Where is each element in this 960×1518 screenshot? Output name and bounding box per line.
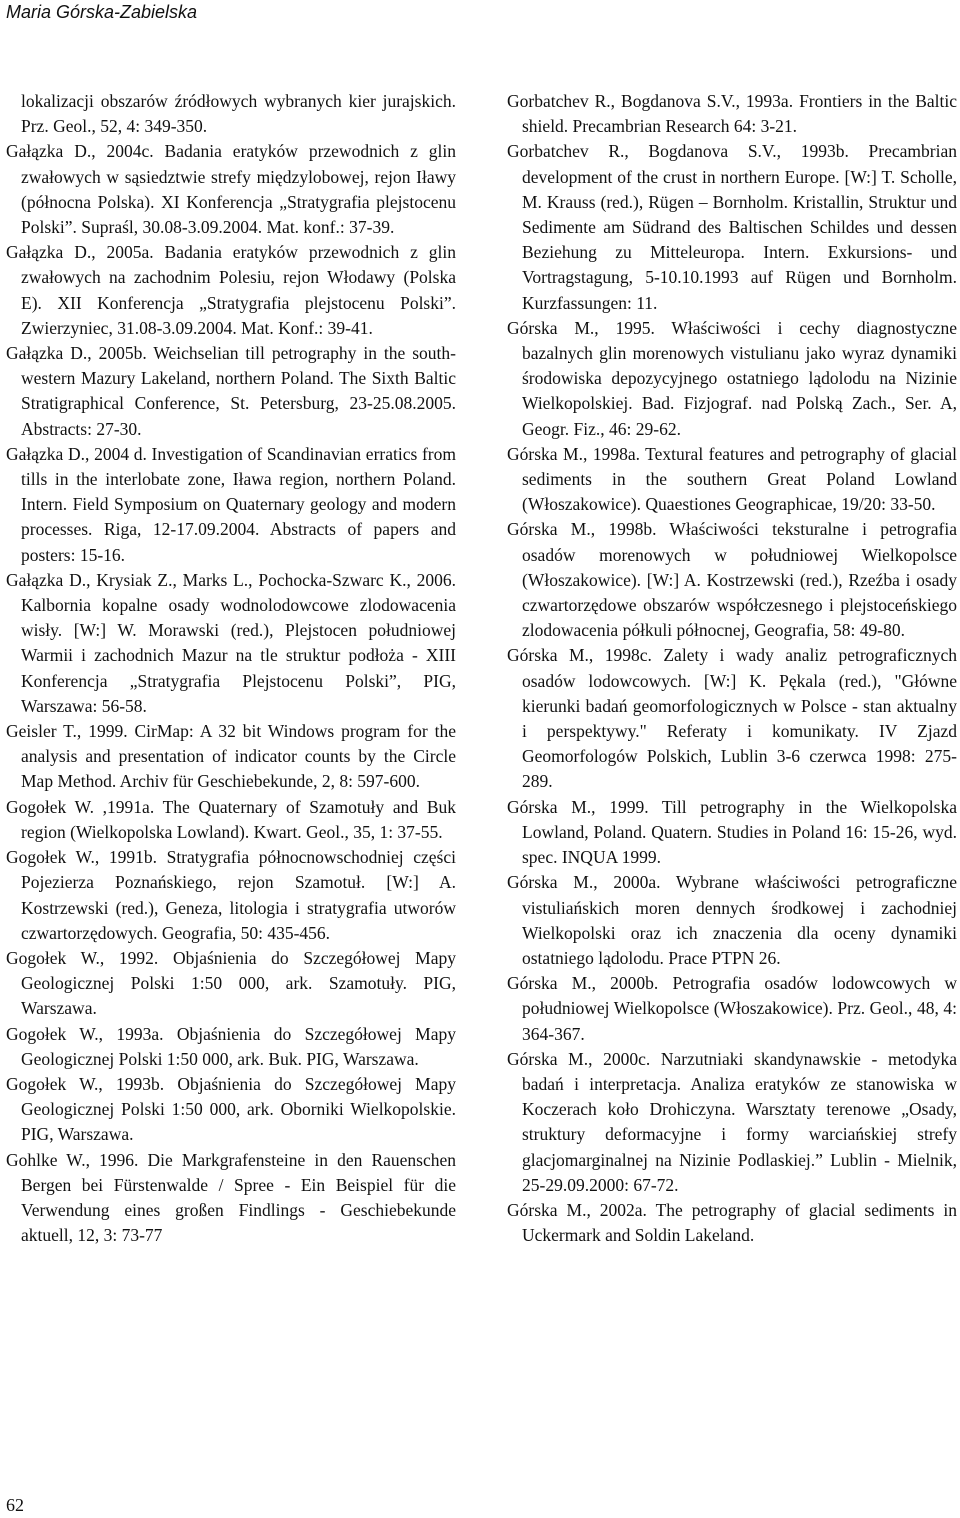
page-number: 62 — [6, 1495, 24, 1515]
reference-entry: Gogołek W., 1991b. Stratygrafia północnowschodniej części Pojezierza Poznańskiego, rejon Szamotuł. [W:] A. Kostrzewski (red.), Geneza, litologia i stratygrafia utworów czwartorzędowych. Geografia, 50: 435-456. — [6, 847, 456, 943]
reference-entry: Gałązka D., 2005a. Badania eratyków przewodnich z glin zwałowych na zachodnim Polesiu, rejon Włodawy (Polska E). XII Konferencja „Stratygrafia plejstocenu Polski”. Zwierzyniec, 31.08-3.09.2004. Mat. Konf.: 39-41. — [6, 242, 456, 338]
reference-entry: Geisler T., 1999. CirMap: A 32 bit Windows program for the analysis and presentation of indicator counts by the Circle Map Method. Archiv für Geschiebekunde, 2, 8: 597-600. — [6, 721, 456, 792]
reference-entry: Górska M., 1998a. Textural features and petrography of glacial sediments in the southern Great Poland Lowland (Włoszakowice). Quaestiones Geographicae, 19/20: 33-50. — [507, 443, 957, 515]
reference-entry: Gogołek W. ,1991a. The Quaternary of Szamotuły and Buk region (Wielkopolska Lowland). Kwart. Geol., 35, 1: 37-55. — [6, 796, 456, 842]
reference-entry: Gorbatchev R., Bogdanova S.V., 1993a. Frontiers in the Baltic shield. Precambrian Research 64: 3-21. — [507, 91, 957, 137]
reference-entry: Gałązka D., Krysiak Z., Marks L., Pochocka-Szwarc K., 2006. Kalbornia kopalne osady wodnolodowcowe zlodowacenia wisły. [W:] W. Morawski (red.), Plejstocen południowej Warmii i zachodnich Mazur na tle struktur podłoża - XIII Konferencja „Stratygrafia Plejstocenu Polski”, PIG, Warszawa: 56-58. — [6, 569, 456, 716]
reference-entry: Górska M., 1998c. Zalety i wady analiz petrograficznych osadów lodowcowych. [W:] K. Pękala (red.), "Główne kierunki badań geomorfologicznych w Polsce - stan aktualny i perspektywy." Referaty i komunikaty. IV Zjazd Geomorfologów Polskich, Lublin 3-6 czerwca 1998: 275-289. — [507, 645, 957, 792]
reference-entry: Górska M., 2000a. Wybrane właściwości petrograficzne vistuliańskich moren dennych środkowej i zachodniej Wielkopolski oraz ich znaczenia dla oceny dynamiki ostatniego lądolodu. Prace PTPN 26. — [507, 872, 957, 968]
references-right-column — [507, 89, 957, 1248]
running-header-author: Maria Górska-Zabielska — [6, 2, 198, 22]
reference-entry: Gałązka D., 2004 d. Investigation of Scandinavian erratics from tills in the interlobate zone, Iława region, northern Poland. Intern. Field Symposium on Quaternary geology and modern processes. Riga, 12-17.09.2004. Abstracts of papers and posters: 15-16. — [6, 443, 456, 565]
reference-entry: Gorbatchev R., Bogdanova S.V., 1993b. Precambrian development of the crust in northern Europe. [W:] T. Scholle, M. Krauss (red.), Rügen – Bornholm. Kristallin, Struktur und Sedimente am Südrand des Baltischen Schildes und dessen Beziehung zu Mitteleuropa. Intern. Exkursions- und Vortragstagung, 5-10.10.1993 auf Rügen und Bornholm. Kurzfassungen: 11. — [507, 141, 957, 313]
reference-entry: Gałązka D., 2004c. Badania eratyków przewodnich z glin zwałowych w sąsiedztwie strefy międzylobowej, rejon Iławy (północna Polska). XI Konferencja „Stratygrafia plejstocenu Polski”. Supraśl, 30.08-3.09.2004. Mat. konf.: 37-39. — [6, 141, 456, 238]
reference-entry: Gałązka D., 2005b. Weichselian till petrography in the south-western Mazury Lakeland, northern Poland. The Sixth Baltic Stratigraphical Conference, St. Petersburg, 23-25.08.2005. Abstracts: 27-30. — [6, 343, 456, 439]
reference-entry: lokalizacji obszarów źródłowych wybranych kier jurajskich. Prz. Geol., 52, 4: 349-350. — [21, 91, 456, 137]
reference-entry: Górska M., 1999. Till petrography in the Wielkopolska Lowland, Poland. Quatern. Studies in Poland 16: 15-26, wyd. spec. INQUA 1999. — [507, 796, 957, 868]
reference-entry: Górska M., 1998b. Właściwości teksturalne i petrografia osadów morenowych w południowej Wielkopolsce (Włoszakowice). [W:] A. Kostrzewski (red.), Rzeźba i osady czwartorzędowe obszarów współczesnego i plejstoceńskiego zlodowacenia półkuli północnej, Geografia, 58: 49-80. — [507, 519, 957, 641]
reference-entry: Gogołek W., 1993b. Objaśnienia do Szczegółowej Mapy Geologicznej Polski 1:50 000, ark. Oborniki Wielkopolskie. PIG, Warszawa. — [6, 1073, 456, 1145]
reference-entry: Górska M., 2000b. Petrografia osadów lodowcowych w południowej Wielkopolsce (Włoszakowice). Prz. Geol., 48, 4: 364-367. — [507, 973, 957, 1044]
reference-entry: Górska M., 1995. Właściwości i cechy diagnostyczne bazalnych glin morenowych vistulianu jako wyraz dynamiki środowiska depozycyjnego ostatniego lądolodu na Nizinie Wielkopolskiej. Bad. Fizjograf. nad Polską Zach., Ser. A, Geogr. Fiz., 46: 29-62. — [507, 317, 957, 439]
reference-entry: Gohlke W., 1996. Die Markgrafensteine in den Rauenschen Bergen bei Fürstenwalde / Spree - Ein Beispiel für die Verwendung eines großen Findlings - Geschiebekunde aktuell, 12, 3: 73-77 — [6, 1149, 456, 1246]
references-left-column — [6, 89, 456, 1248]
reference-entry: Górska M., 2000c. Narzutniaki skandynawskie - metodyka badań i interpretacja. Analiza eratyków ze stanowiska w Koczerach koło Drohiczyna. Warsztaty terenowe „Osady, struktury deformacyjne i formy warciańskiej strefy glacjomarginalnej na Nizinie Podlaskiej.” Lublin - Mielnik, 25-29.09.2000: 67-72. — [507, 1048, 957, 1195]
reference-entry: Gogołek W., 1992. Objaśnienia do Szczegółowej Mapy Geologicznej Polski 1:50 000, ark. Szamotuły. PIG, Warszawa. — [6, 947, 456, 1019]
reference-entry: Górska M., 2002a. The petrography of glacial sediments in Uckermark and Soldin Lakeland. — [507, 1199, 957, 1246]
reference-entry: Gogołek W., 1993a. Objaśnienia do Szczegółowej Mapy Geologicznej Polski 1:50 000, ark. Buk. PIG, Warszawa. — [6, 1023, 456, 1069]
